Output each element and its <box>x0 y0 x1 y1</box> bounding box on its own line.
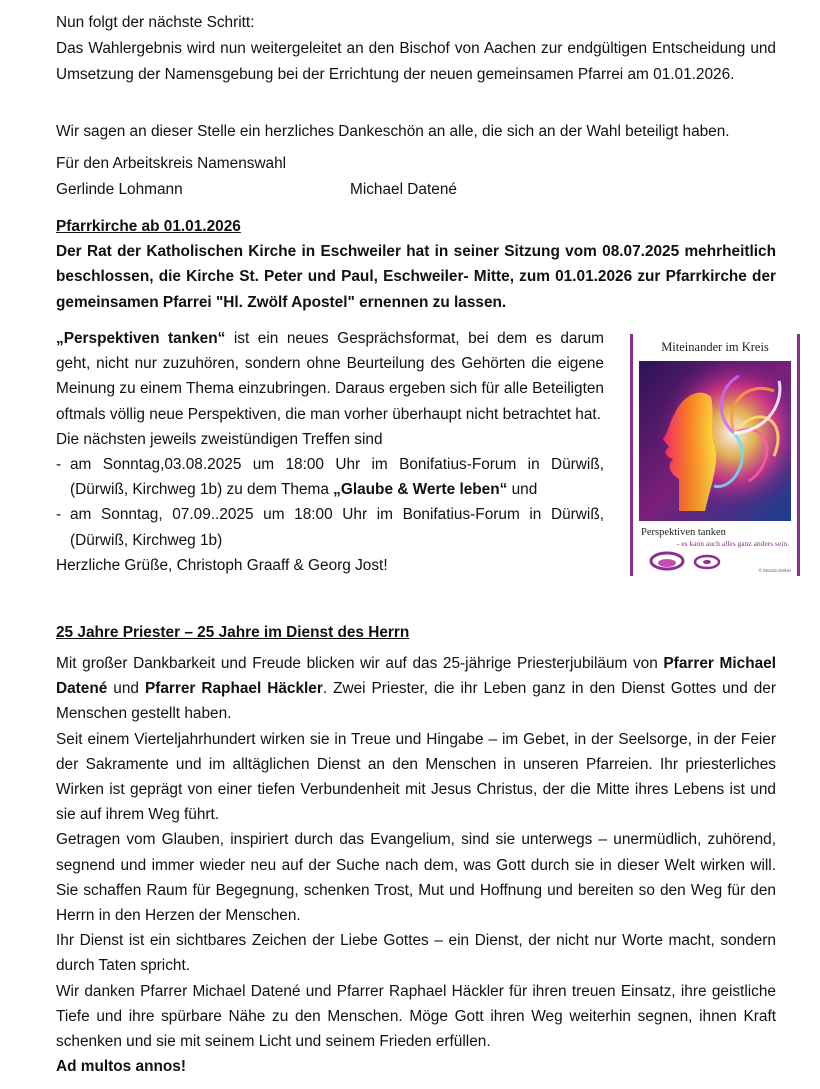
perspektiven-intro <box>56 326 604 427</box>
jubilaeum-text: . Zwei Priester, die ihr Leben ganz in den Dienst Gottes und der Menschen gestellt haben. <box>56 680 776 723</box>
signature-name-1: Gerlinde Lohmann <box>56 181 183 198</box>
jubilaeum-paragraph-5: Wir danken Pfarrer Michael Datené und Pfarrer Raphael Häckler für ihren treuen Einsatz, ihre geistliche Tiefe und ihre spürbare Nähe zu den Menschen. Möge Gott ihren Weg weiterhin segnen, ihnen Kraft schenken und sie mit seinem Licht und seinem Frieden erfüllen. <box>56 982 776 1051</box>
perspektiven-title: „Perspektiven tanken“ <box>56 330 226 347</box>
priest-name-1: Pfarrer Michael Datené <box>56 655 776 698</box>
pfarrkirche-heading: Pfarrkirche ab 01.01.2026 <box>56 218 241 235</box>
jubilaeum-text: und <box>107 680 145 698</box>
jubilaeum-heading: 25 Jahre Priester – 25 Jahre im Dienst des Herrn <box>56 624 410 641</box>
signature-names <box>56 177 776 203</box>
intro-line: Nun folgt der nächste Schritt: <box>56 14 255 31</box>
perspektiven-text: ist ein neues Gesprächsformat, bei dem es darum geht, nicht nur zuzuhören, sondern ohne Beurteilung des Gehörten die eigene Meinung zu einem Thema einzubringen. Daraus ergeben sich für alle Beteiligten oftmals völlig neue Perspektiven, die man vorher überhaupt nicht betrachtet hat. <box>56 330 605 423</box>
face-spiral-illustration <box>639 361 791 521</box>
pfarrkirche-text: Der Rat der Katholischen Kirche in Eschweiler hat in seiner Sitzung vom 08.07.2025 mehrheitlich beschlossen, die Kirche St. Peter und Paul, Eschweiler- Mitte, zum 01.01.2026 zur Pfarrkirche der gemeinsamen Pfarrei "Hl. Zwölf Apostel" ernennen zu lassen. <box>56 243 776 311</box>
perspektiven-next: Die nächsten jeweils zweistündigen Treffen sind <box>56 430 383 448</box>
flyer-copyright: © Mozira GmbH <box>758 568 791 573</box>
jubilaeum-paragraph-2: Seit einem Vierteljahrhundert wirken sie in Treue und Hingabe – im Gebet, in der Seelsorge, in der Feier der Sakramente und im alltäglichen Dienst an den Menschen in unseren Pfarreien. Ihr priesterliches Wirken ist geprägt von einer tiefen Verbundenheit mit Jesus Christus, der die Mitte ihres Lebens ist und sie auf ihrem Weg führt. <box>56 730 776 824</box>
perspektiven-greeting: Herzliche Grüße, Christoph Graaff & Georg Jost! <box>56 556 388 574</box>
signature-name-2: Michael Datené <box>350 181 457 198</box>
list-dash: - <box>56 506 62 524</box>
signature-for: Für den Arbeitskreis Namenswahl <box>56 155 287 172</box>
jubilaeum-text: Mit großer Dankbarkeit und Freude blicken wir auf das 25-jährige Priesterjubiläum von <box>56 655 664 672</box>
list-item <box>56 502 604 552</box>
flyer-subtitle: Perspektiven tanken <box>641 527 726 538</box>
thanks-paragraph: Wir sagen an dieser Stelle ein herzliches Dankeschön an alle, die sich an der Wahl beteiligt haben. <box>56 123 730 140</box>
jubilaeum-paragraph-1 <box>56 651 776 727</box>
meeting-1-theme: „Glaube & Werte leben“ <box>333 481 508 499</box>
meeting-1-tail: und <box>507 481 538 499</box>
jubilaeum-paragraph-3: Getragen vom Glauben, inspiriert durch das Evangelium, sind sie unterwegs – unermüdlich, zuhörend, segnend und immer wieder neu auf der Suche nach dem, was Gott durch sie in dieser Welt wirken will. Sie schaffen Raum für Begegnung, schenken Trost, Mut und Hoffnung und bereiten so den Weg für den Herrn in den Herzen der Menschen. <box>56 831 776 925</box>
jubilaeum-paragraph-4: Ihr Dienst ist ein sichtbares Zeichen der Liebe Gottes – ein Dienst, der nicht nur Worte macht, sondern durch Taten spricht. <box>56 932 776 975</box>
meeting-2-text: am Sonntag, 07.09..2025 um 18:00 Uhr im Bonifatius-Forum in Dürwiß, (Dürwiß, Kirchweg 1b) <box>70 506 604 549</box>
list-dash: - <box>56 456 62 474</box>
priest-name-2: Pfarrer Raphael Häckler <box>144 680 323 698</box>
list-item <box>56 452 604 502</box>
flyer-title: Miteinander im Kreis <box>661 340 769 354</box>
jubilaeum-body <box>56 651 776 1079</box>
perspektiven-section <box>56 326 604 578</box>
meeting-1-text: am Sonntag,03.08.2025 um 18:00 Uhr im Bonifatius-Forum in Dürwiß, (Dürwiß, Kirchweg 1b) zu dem Thema <box>70 456 604 499</box>
closing-line: Ad multos annos! <box>56 1058 186 1076</box>
perspektiven-flyer-image <box>630 334 800 576</box>
intro-paragraph: Das Wahlergebnis wird nun weitergeleitet an den Bischof von Aachen zur endgültigen Entscheidung und Umsetzung der Namensgebung bei der Errichtung der neuen gemeinsamen Pfarrei am 01.01.2026. <box>56 40 776 83</box>
flyer-tagline: - es kann auch alles ganz anders sein. <box>676 539 789 548</box>
